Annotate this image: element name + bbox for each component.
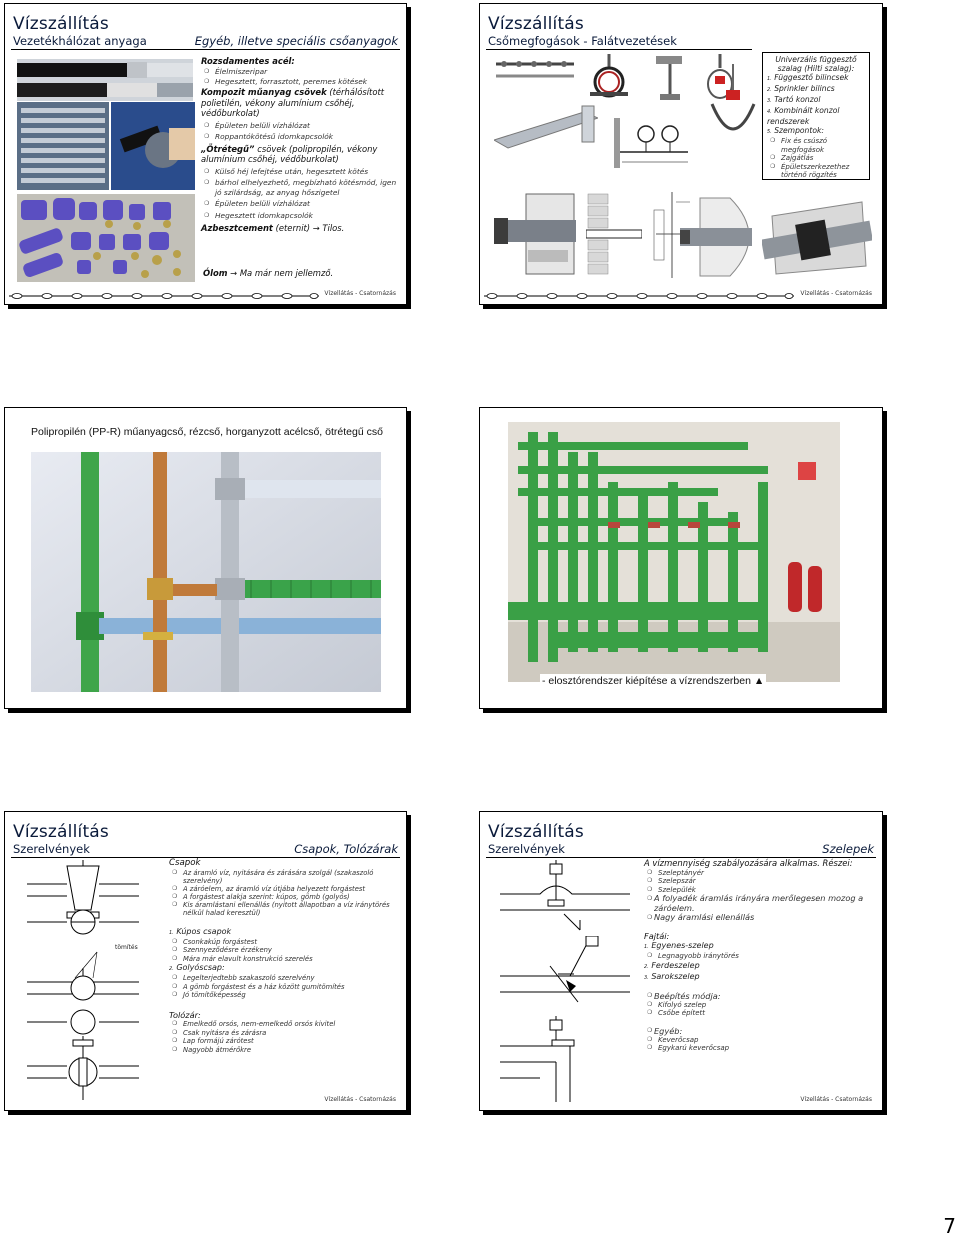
bullet: ❍ Csőbe épített [644,1009,876,1018]
slide-pipe-materials [4,3,407,305]
bullet: ❍ Keverőcsap [644,1036,876,1045]
heading-gate-valve: Tolózár: [169,1009,201,1020]
slide-subtitle: Vezetékhálózat anyaga [13,34,147,48]
list-item: 1. Kúpos csapok [169,926,232,936]
slide-footer [9,1096,402,1106]
slide-title: Vízszállítás [13,14,109,34]
illustration-pipe-clamp [584,54,634,102]
slide-footer [484,1096,878,1106]
bullet: ❍ Roppantókötésű idomkapcsolók [201,132,401,142]
bullet: ❍ Épületen belüli vízhálózat [201,199,401,209]
list-item: 1. Függesztő bilincsek [767,73,849,82]
bullet: ❍ Zajgátlás [767,154,865,163]
slide-footer [9,290,402,300]
box-title: Univerzális függesztő szalag (Hilti szalag): [775,55,857,73]
bullet: ❍ A folyadék áramlás irányára merőlegesen mozog a záróelem. [644,894,876,913]
slide-distribution-photo [479,407,883,709]
slide-topic: Egyéb, illetve speciális csőanyagok [194,34,398,48]
list-item: 5. Szempontok: [767,126,824,135]
footer-text: Vízellátás - Csatornázás [800,290,872,297]
bullet: ❍ Legelterjedtebb szakaszoló szerelvény [169,974,401,983]
header-rule [11,49,400,50]
page-number: 7 [943,1214,956,1238]
diagram-plug-valve [27,860,139,936]
composite-bold: Kompozit műanyag csövek [201,87,327,97]
bullet: ❍ A forgástest alakja szerint: kúpos, gömb (golyós) [169,893,401,901]
heading-asbestos [201,223,401,234]
list-item: 2. Ferdeszelep [644,960,700,970]
bullet: ❍ Nagy áramlási ellenállás [644,913,876,923]
heading-taps: Csapok [169,858,201,868]
bullet: ❍ Egyéb: [644,1026,876,1036]
bullet: ❍ Mára már elavult konstrukció szerelés [169,955,401,964]
bullet: ❍ Lap formájú zárótest [169,1037,401,1046]
photo-pipes-wall [31,452,381,692]
diagram-straight-valve [500,860,630,934]
slide-subtitle: Szerelvények [13,842,90,856]
bullet: ❍ Szelepszár [644,877,876,886]
heading-stainless: Rozsdamentes acél: [201,56,295,66]
bullet: ❍ Legnagyobb iránytörés [644,952,876,961]
intro-text: A vízmennyiség szabályozására alkalmas. Részei: [644,858,853,868]
illustration-rail [494,104,598,150]
text-column [644,858,876,1053]
bullet: ❍ Épületen belüli vízhálózat [201,121,401,131]
footer-text: Vízellátás - Csatornázás [324,290,396,297]
list-item: 2. Sprinkler bilincs [767,84,835,93]
bullet: ❍ A záróelem, az áramló víz útjába helyezett forgástest [169,885,401,893]
illustration-wall-penetration-1 [492,190,578,280]
bullet: ❍ Szelepülék [644,886,876,895]
bullet: ❍ Beépítés módja: [644,991,876,1001]
diagram-corner-valve [500,1016,630,1102]
slide-title: Vízszállítás [488,14,584,34]
slide-topic: Szelepek [822,842,874,856]
slide-taps-valves [4,811,407,1111]
illustration-wall-penetration-5 [762,196,872,278]
bullet: ❍ Kifolyó szelep [644,1001,876,1010]
asbestos-desc: (eternit) → Tilos. [272,223,345,233]
slide-title: Vízszállítás [488,822,584,842]
list-item: 3. Sarokszelep [644,971,700,981]
bullet: ❍ Csonkakúp forgástest [169,938,401,947]
bullet: ❍ Jó tömítőképesség [169,991,401,1000]
slide-pipe-fixings [479,3,883,305]
bullet: ❍ Hegesztett idomkapcsolók [201,211,401,221]
diagram-ball-valve [27,948,139,1038]
chain-decoration [9,293,319,299]
heading-lead [203,268,333,279]
text-column [201,56,401,234]
illustration-omega-hanger [704,64,762,144]
chain-decoration [484,293,794,299]
composite-desc: (térhálósított polietilén, vékony alumínium csőhéj, védőburkolat) [201,87,385,118]
asbestos-bold: Azbesztcement [201,223,273,233]
bullet: ❍ A gömb forgástest és a ház között gumitömítés [169,983,401,992]
bullet: ❍ Hegesztett, forrasztott, peremes kötések [201,77,401,87]
bullet: ❍ Külső héj lefejtése után, hegesztett kötés [201,167,401,177]
slide-footer [484,290,878,300]
bullet: ❍ Kis áramlástani ellenállás (nyitott állapotban a víz iránytörés nélkül halad keresztül) [169,901,401,917]
diagram-wall-penetration-2 [586,190,642,280]
slide-topic: Csapok, Tolózárak [294,842,398,856]
five-layer-desc: csövek (polipropilén, vékony alumínium csőhéj, védőburkolat) [201,143,378,164]
bullet: ❍ Emelkedő orsós, nem-emelkedő orsós kivitel [169,1020,401,1029]
slide-subtitle: Szerelvények [488,842,565,856]
list-item: 3. Tartó konzol [767,95,821,104]
photo-press-tool [111,102,195,190]
footer-text: Vízellátás - Csatornázás [324,1096,396,1103]
photo-caption: - elosztórendszer kiépítése a vízrendszerben ▲ [542,675,765,687]
slide-subtitle: Csőmegfogások - Falátvezetések [488,34,677,48]
diagram-gate-valve [27,1036,139,1100]
bullet: ❍ bárhol elhelyezhető, megbízható kötésmód, igen jó szilárdság, az anyag hőszigetel [201,178,401,197]
heading-types: Fajtái: [644,930,670,941]
illustration-anchor-strip [494,54,578,84]
bullet: ❍ Szeleptányér [644,869,876,878]
photo-distribution-system [508,422,840,682]
photo-fittings [17,194,195,282]
photo-pipe-samples [17,59,193,101]
photo-pipe-bundle [17,102,109,190]
five-layer-bold: „Ötrétegű” [201,143,258,154]
slide-title: Vízszállítás [13,822,109,842]
footer-text: Vízellátás - Csatornázás [800,1096,872,1103]
illustration-hanger-rod [650,54,690,104]
photo-caption: Polipropilén (PP-R) műanyagcső, rézcső, horganyzott acélcső, ötrétegű cső [31,426,383,438]
bullet: ❍ Épületszerkezethez történő rögzítés [767,163,865,180]
bullet: ❍ Nagyobb átmérőkre [169,1046,401,1055]
bullet: ❍ Csak nyitásra és zárásra [169,1029,401,1038]
heading-five-layer [201,144,401,165]
list-item: 2. Golyóscsap: [169,963,225,972]
bullet: ❍ Élelmiszeripar [201,67,401,77]
diagram-wall-bracket [612,108,690,174]
bullet: ❍ Egykarú keverőcsap [644,1044,876,1053]
figure-label-seal: tömítés [115,944,138,951]
illustration-wall-penetration-4 [680,196,770,278]
slide-valves [479,811,883,1111]
lead-bold: Ólom [203,268,228,278]
list-item: 1. Egyenes-szelep [644,941,714,950]
header-rule [486,49,752,50]
hanger-info-box [762,52,870,180]
bullet: ❍ Fix és csúszó megfogások [767,137,865,154]
heading-composite [201,87,401,119]
bullet: ❍ Az áramló víz, nyitására és zárására szolgál (szakaszoló szerelvény) [169,869,401,885]
diagram-angled-valve [500,936,630,1016]
lead-desc: → Ma már nem jellemző. [227,268,334,278]
text-column [169,858,401,1054]
bullet: ❍ Szennyeződésre érzékeny [169,946,401,955]
slide-pipe-photo [4,407,407,709]
list-item: 4. Kombinált konzol rendszerek [767,106,840,126]
